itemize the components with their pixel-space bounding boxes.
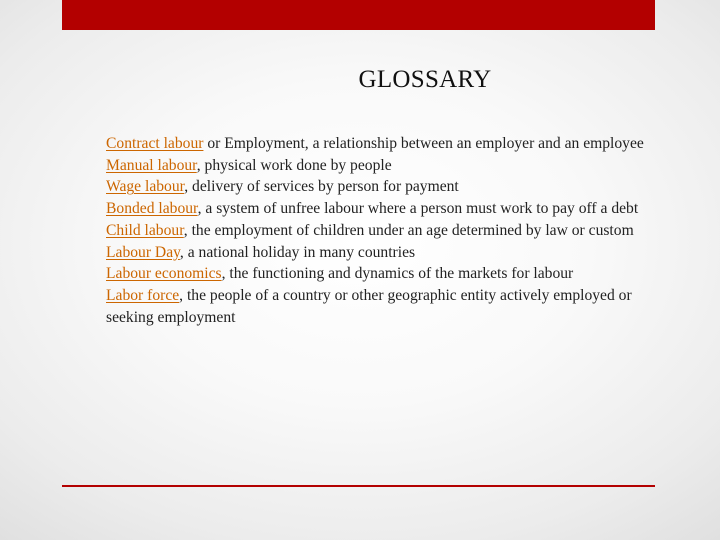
glossary-list [106,133,676,328]
glossary-term-link[interactable]: Labour Day [106,243,180,261]
glossary-definition: or Employment, a relationship between an employer and an employee [203,135,644,152]
glossary-entry [106,155,676,177]
glossary-definition: , physical work done by people [196,156,392,174]
glossary-term-link[interactable]: Labour economics [106,265,222,283]
glossary-term-link[interactable]: Manual labour [106,156,197,174]
glossary-entry [106,176,676,198]
glossary-definition: , a system of unfree labour where a person must work to pay off a debt [197,200,639,218]
glossary-entry [106,285,676,328]
glossary-definition: , the functioning and dynamics of the markets for labour [221,265,574,283]
glossary-entry [106,263,676,285]
glossary-term-link[interactable]: Contract labour [106,135,204,152]
glossary-definition: , the employment of children under an age determined by law or custom [183,221,634,239]
glossary-entry [106,220,676,242]
glossary-entry [106,198,676,220]
top-accent-bar [62,0,655,30]
glossary-definition: , a national holiday in many countries [179,243,416,261]
glossary-term-link[interactable]: Wage labour [106,178,185,196]
glossary-entry [106,133,676,155]
bottom-divider [62,485,655,487]
glossary-term-link[interactable]: Labor force [106,286,180,304]
glossary-term-link[interactable]: Child labour [106,221,184,239]
glossary-term-link[interactable]: Bonded labour [106,200,198,218]
glossary-entry [106,242,676,264]
glossary-definition: , delivery of services by person for payment [184,178,459,196]
glossary-definition: , the people of a country or other geographic entity actively employed or seeking employment [106,286,632,326]
page-title: GLOSSARY [358,66,492,93]
